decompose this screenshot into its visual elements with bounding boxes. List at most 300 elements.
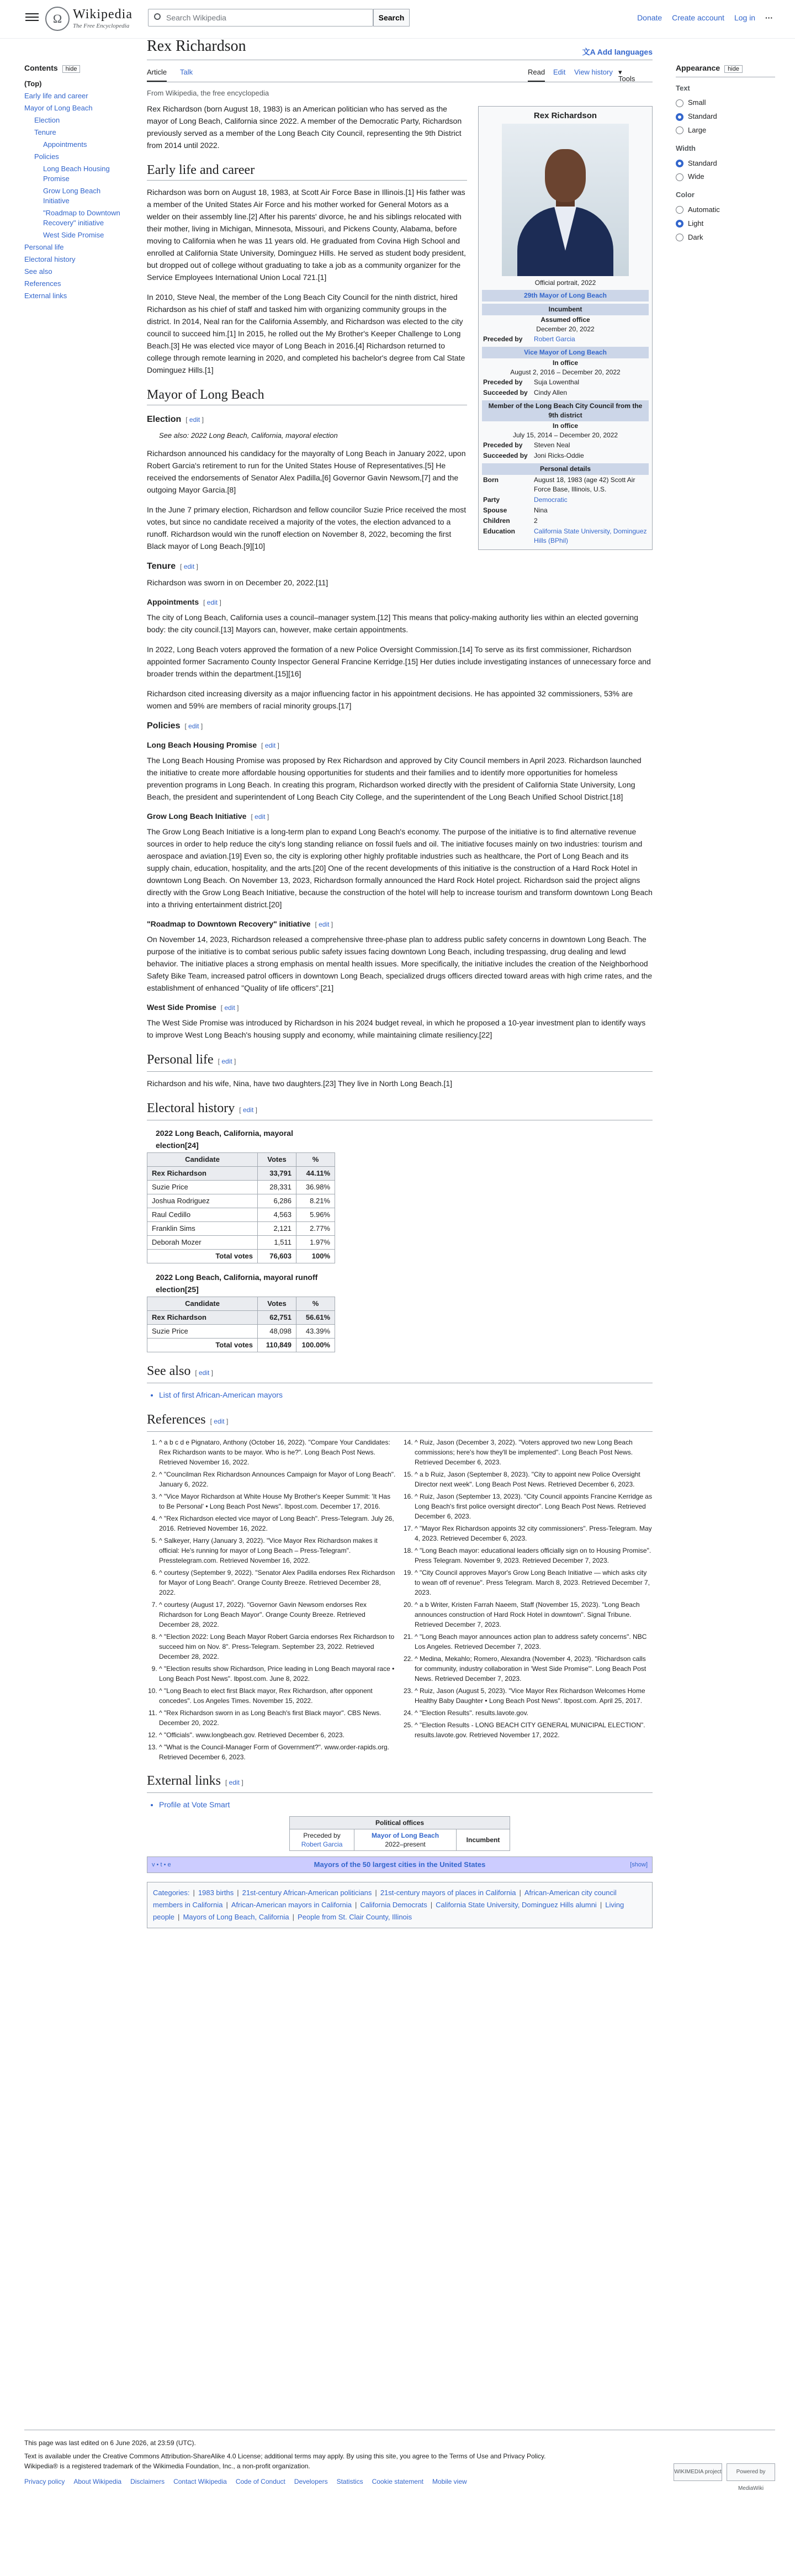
portrait-image[interactable] — [502, 124, 629, 276]
section-heading-mayor — [147, 386, 467, 405]
election-table-primary — [147, 1126, 335, 1263]
color-label: Color — [676, 191, 695, 199]
radio-icon — [676, 173, 683, 181]
section-heading-early-life — [147, 161, 467, 181]
paragraph: The city of Long Beach, California uses a council–manager system.[12] This means that policy-making authority lies within an elected governing body: the city council.[13] Mayors can, however, make certain appointments. — [147, 612, 638, 634]
infobox-row — [482, 440, 649, 451]
row-key: Succeeded by — [483, 389, 528, 396]
paragraph: Richardson was sworn in on December 20, 2022.[11] — [147, 578, 328, 587]
personal-details-band: Personal details — [482, 463, 649, 475]
succession-box — [289, 1816, 510, 1851]
wikimedia-badge[interactable]: WIKIMEDIA project — [674, 2463, 722, 2481]
radio-option[interactable] — [676, 124, 775, 137]
add-languages-button[interactable]: 文A Add languages — [582, 47, 653, 56]
reference-item: 18. ^ "Long Beach mayor: educational leaders officially sign on to Housing Promise". Press Telegram. November 9, 2023. Retrieved December 7, 2023. — [415, 1546, 653, 1565]
page-title-text: Rex Richardson — [147, 38, 246, 55]
navbox-show-button[interactable]: [show] — [630, 1861, 648, 1868]
reference-item: 14. ^ Ruiz, Jason (December 3, 2022). "Voters approved two new Long Beach commissions; here's how they'll be implemented". Long Beach Post News. Retrieved December 6, 2023. — [415, 1437, 653, 1467]
category-separator: | — [355, 1900, 357, 1909]
tab-edit[interactable]: Edit — [553, 68, 566, 76]
reference-item: 7. ^ courtesy (August 17, 2022). "Governor Gavin Newsom endorses Rex Richardson for Long Beach Mayor". Orange County Breeze. Retrieved December 28, 2022. — [159, 1600, 397, 1630]
toc-title-text: Contents — [24, 64, 58, 72]
edit-section-link[interactable]: [ edit ] — [261, 741, 279, 749]
appearance-panel — [676, 62, 775, 244]
wikipedia-wordmark[interactable] — [73, 7, 132, 30]
reference-item: 5. ^ Salkeyer, Harry (January 3, 2022). "Vice Mayor Rex Richardson makes it official: He's running for mayor of Long Beach – Press-Telegram". Presstelegram.com. Retrieved November 16, 2022. — [159, 1536, 397, 1565]
table-row — [147, 1180, 335, 1194]
table-cell: 2.77% — [296, 1221, 335, 1235]
radio-icon — [676, 113, 683, 121]
footer-link[interactable]: Code of Conduct — [235, 2478, 285, 2485]
show-label: show — [632, 1861, 646, 1868]
add-languages-label: Add languages — [597, 47, 653, 56]
section-heading-appointments — [147, 596, 653, 608]
category-link[interactable]: California Democrats — [360, 1900, 427, 1909]
category-link[interactable]: African-American mayors in California — [231, 1900, 352, 1909]
table-row — [147, 1194, 335, 1208]
table-cell: 43.39% — [296, 1324, 335, 1338]
main-content — [147, 35, 653, 1928]
paragraph: In 2022, Long Beach voters approved the formation of a new Police Oversight Commission.[14] To serve as its first commissioner, Richardson appointed former Sacramento County Inspector General Francine Kerridge.[15] Her duties include investigating instances of unnecessary force and broader trends within the department.[15][16] — [147, 644, 651, 678]
reference-item: 25. ^ "Election Results - LONG BEACH CITY GENERAL MUNICIPAL ELECTION". results.lavote.gov. Retrieved November 17, 2022. — [415, 1720, 653, 1740]
list-item[interactable]: • Profile at Vote Smart — [159, 1799, 653, 1811]
heading-text: "Roadmap to Downtown Recovery" initiative — [147, 919, 311, 928]
category-separator: | — [375, 1888, 377, 1897]
table-cell: 48,098 — [258, 1324, 296, 1338]
section-heading-external-links — [147, 1772, 653, 1793]
portrait-caption: Official portrait, 2022 — [534, 279, 596, 287]
toc-item[interactable]: Early life and career — [24, 91, 88, 100]
radio-option[interactable] — [676, 110, 775, 124]
infobox-row — [482, 526, 649, 546]
reference-item: 20. ^ a b Writer, Kristen Farrah Naeem, Staff (November 15, 2023). "Long Beach announces construction of Hard Rock Hotel in downtown". Signal Tribune. Retrieved December 7, 2023. — [415, 1600, 653, 1630]
toc-item[interactable]: Election — [34, 115, 60, 124]
paragraph: In 2010, Steve Neal, the member of the Long Beach City Council for the ninth district, hired Richardson as his chief of staff and tasked him with organizing community groups in the district. In 2014, Neal ran for the California Assembly, and Richardson was elected to the city council to succeed him.[1] In 2015, he rolled out the My Brother's Keeper Challenge to Long Beach.[3] He was elected vice mayor of Long Beach in 2016.[4] Richardson returned to college through remote learning in 2020, and completed his bachelor's degree from Cal State Dominguez Hills.[1] — [147, 292, 465, 374]
radio-label: Standard — [688, 158, 717, 167]
reference-item: 9. ^ "Election results show Richardson, Price leading in Long Beach mayoral race • Long Beach Post News". lbpost.com. June 8, 2022. — [159, 1664, 397, 1684]
infobox-row — [482, 475, 649, 495]
heading-text: See also — [147, 1363, 191, 1378]
office-band[interactable]: Vice Mayor of Long Beach — [482, 347, 649, 358]
heading-text: Mayor of Long Beach — [147, 387, 264, 402]
infobox-row — [482, 334, 649, 345]
radio-option[interactable] — [676, 96, 775, 110]
heading-text: External links — [147, 1773, 221, 1788]
paragraph: Richardson cited increasing diversity as a major influencing factor in his appointment decisions. He has appointed 32 commissioners, 53% are women and 59% are members of racial minority groups.[17] — [147, 689, 633, 710]
footer-link[interactable]: Developers — [294, 2478, 328, 2485]
office-years: 2022–present — [385, 1840, 426, 1848]
category-separator: | — [178, 1912, 180, 1921]
edit-label: edit — [229, 1778, 240, 1786]
table-cell: 2,121 — [258, 1221, 296, 1235]
table-caption: 2022 Long Beach, California, mayoral runoff election[25] — [156, 1272, 318, 1294]
table-cell: Rex Richardson — [147, 1310, 258, 1324]
toc-item[interactable]: External links — [24, 291, 67, 300]
column-header: Votes — [258, 1152, 296, 1166]
footer-link[interactable]: Contact Wikipedia — [173, 2478, 227, 2485]
toc-list — [24, 78, 124, 302]
edit-section-link[interactable]: [ edit ] — [218, 1057, 236, 1065]
toc-hide-button[interactable]: hide — [62, 65, 81, 73]
category-link[interactable]: People from St. Clair County, Illinois — [298, 1912, 412, 1921]
section-heading-housing — [147, 739, 653, 751]
infobox-row — [482, 495, 649, 505]
section-heading-west-side — [147, 1002, 653, 1013]
succession-incumbent — [457, 1829, 510, 1850]
reference-item: 21. ^ "Long Beach mayor announces action plan to address safety concerns". NBC Los Angeles. Retrieved December 7, 2023. — [415, 1632, 653, 1652]
log-in-link[interactable]: Log in — [734, 13, 756, 22]
external-links-list — [147, 1799, 653, 1811]
row-key: Spouse — [483, 506, 507, 514]
edit-label: edit — [188, 722, 199, 730]
edit-section-link[interactable]: [ edit ] — [195, 1368, 214, 1377]
office-band[interactable]: Member of the Long Beach City Council from the 9th district — [482, 400, 649, 421]
reference-item: 16. ^ Ruiz, Jason (September 13, 2023). "City Council appoints Francine Kerridge as Long Beach's first police oversight director". Long Beach Post News. Retrieved December 6, 2023. — [415, 1491, 653, 1521]
election-table-runoff — [147, 1270, 335, 1352]
heading-text: Appointments — [147, 597, 199, 606]
donate-link[interactable]: Donate — [637, 13, 662, 22]
category-separator: | — [193, 1888, 195, 1897]
radio-icon — [676, 234, 683, 241]
table-cell: Total votes — [147, 1338, 258, 1352]
search-input[interactable] — [148, 9, 373, 27]
reference-item: 2. ^ "Councilman Rex Richardson Announces Campaign for Mayor of Long Beach". January 6, 2022. — [159, 1469, 397, 1489]
tab-tools[interactable]: Tools ▾ — [618, 67, 622, 78]
toc-item[interactable]: Tenure — [34, 128, 56, 136]
edit-label: edit — [242, 1105, 254, 1114]
heading-text: Policies — [147, 721, 181, 731]
radio-option[interactable] — [676, 217, 775, 231]
row-key: Preceded by — [483, 335, 523, 343]
reference-item: 23. ^ Ruiz, Jason (August 5, 2023). "Vice Mayor Rex Richardson Welcomes Home Healthy Baby Daughter • Long Beach Post News". lbpost.com. April 25, 2017. — [415, 1686, 653, 1706]
paragraph: Richardson and his wife, Nina, have two daughters.[23] They live in North Long Beach.[1] — [147, 1078, 453, 1088]
footer-link[interactable]: Statistics — [336, 2478, 363, 2485]
row-value: Joni Ricks-Oddie — [534, 452, 584, 459]
category-separator: | — [430, 1900, 433, 1909]
reference-item: 15. ^ a b Ruiz, Jason (September 8, 2023). "City to appoint new Police Oversight Director next week". Long Beach Post News. Retrieved December 6, 2023. — [415, 1469, 653, 1489]
radio-label: Dark — [688, 232, 703, 241]
paragraph: The West Side Promise was introduced by Richardson in his 2024 budget reveal, in which he proposed a 10-year investment plan to identify ways to improve West Long Beach's housing supply and economy, while maintaining climate resiliency.[22] — [147, 1018, 646, 1039]
categories-label[interactable]: Categories: — [153, 1888, 190, 1897]
edit-label: edit — [183, 562, 195, 570]
category-separator: | — [226, 1900, 228, 1909]
text-size-label: Text — [676, 83, 690, 92]
edit-label: edit — [198, 1368, 210, 1377]
incumbent-band: Incumbent — [482, 304, 649, 315]
table-header-row — [147, 1152, 335, 1166]
infobox-row — [482, 516, 649, 526]
row-value: Steven Neal — [534, 441, 570, 449]
table-cell: 100.00% — [296, 1338, 335, 1352]
table-caption: 2022 Long Beach, California, mayoral election[24] — [156, 1128, 293, 1150]
list-item[interactable]: • List of first African-American mayors — [159, 1389, 653, 1401]
footer-link[interactable]: Privacy policy — [24, 2478, 65, 2485]
category-link[interactable]: African-American city council members in California — [153, 1888, 617, 1909]
heading-text: Election — [147, 414, 182, 424]
lead-paragraph: Rex Richardson (born August 18, 1983) is an American politician who has served as the mayor of Long Beach, California since 2022. A member of the Democratic Party, Richardson previously served as a member of the Long Beach City Council, representing the 9th District from 2014 until 2022. — [147, 104, 462, 150]
heading-text: Grow Long Beach Initiative — [147, 811, 247, 821]
toc-item[interactable]: Mayor of Long Beach — [24, 103, 93, 112]
brand-word: Wikipedia — [73, 7, 132, 22]
table-cell: 33,791 — [258, 1166, 296, 1180]
vte-links[interactable]: v • t • e — [152, 1861, 171, 1868]
reference-item: 19. ^ "City Council approves Mayor's Grow Long Beach Initiative — which asks city to wean off of revenue". Press Telegram. March 8, 2023. Retrieved December 7, 2023. — [415, 1568, 653, 1598]
edit-section-link[interactable]: [ edit ] — [180, 562, 198, 570]
wikipedia-globe-icon[interactable]: Ω — [45, 7, 70, 31]
table-cell: 1.97% — [296, 1235, 335, 1249]
table-cell: 44.11% — [296, 1166, 335, 1180]
hatnote: See also: 2022 Long Beach, California, mayoral election — [159, 431, 338, 440]
table-cell: Suzie Price — [147, 1180, 258, 1194]
succession-header: Political offices — [290, 1816, 510, 1829]
table-cell: 8.21% — [296, 1194, 335, 1208]
footer-link[interactable]: Disclaimers — [130, 2478, 165, 2485]
footer-link[interactable]: About Wikipedia — [73, 2478, 122, 2485]
appearance-header — [676, 62, 775, 77]
category-link[interactable]: Mayors of Long Beach, California — [183, 1912, 289, 1921]
term-dates: July 15, 2014 – December 20, 2022 — [512, 431, 618, 439]
edit-label: edit — [189, 415, 200, 424]
text-size-options — [676, 96, 775, 137]
row-value: Cindy Allen — [534, 389, 568, 396]
edit-section-link[interactable]: [ edit ] — [186, 415, 204, 424]
toc-item[interactable]: See also — [24, 267, 52, 276]
main-menu-icon[interactable] — [25, 11, 39, 24]
toc-item[interactable]: Appointments — [43, 140, 87, 149]
table-cell: Joshua Rodriguez — [147, 1194, 258, 1208]
edit-label: edit — [206, 598, 218, 606]
category-links — [147, 1882, 653, 1928]
row-key: Party — [483, 496, 500, 504]
appearance-hide-button[interactable]: hide — [724, 65, 743, 73]
term-dates: August 2, 2016 – December 20, 2022 — [510, 368, 621, 376]
toc-item[interactable]: Grow Long Beach Initiative — [43, 186, 101, 205]
navbox-title[interactable]: Mayors of the 50 largest cities in the United States — [314, 1860, 486, 1869]
table-row — [147, 1235, 335, 1249]
license-text: Text is available under the Creative Commons Attribution-ShareAlike 4.0 License; additional terms may apply. By using this site, you agree to the Terms of Use and Privacy Policy. Wikipedia® is a registered trademark of the Wikimedia Foundation, Inc., a non-profit organization. — [24, 2452, 546, 2470]
succession-preceded — [290, 1829, 354, 1850]
table-cell: Raul Cedillo — [147, 1208, 258, 1221]
mediawiki-badge[interactable]: Powered by MediaWiki — [727, 2463, 775, 2481]
table-cell: 62,751 — [258, 1310, 296, 1324]
toc-item[interactable]: "Roadmap to Downtown Recovery" initiative — [43, 208, 120, 227]
column-header: % — [296, 1152, 335, 1166]
section-heading-policies — [147, 720, 653, 733]
search-button[interactable]: Search — [373, 9, 410, 27]
office-link[interactable]: Mayor of Long Beach — [372, 1831, 439, 1839]
table-row — [147, 1310, 335, 1324]
edit-section-link[interactable]: [ edit ] — [239, 1105, 257, 1114]
footer-link[interactable]: Mobile view — [432, 2478, 467, 2485]
tab-article[interactable]: Article — [147, 67, 167, 82]
toc-item[interactable]: West Side Promise — [43, 230, 104, 239]
radio-label: Light — [688, 219, 704, 228]
category-separator: | — [237, 1888, 239, 1897]
section-heading-references — [147, 1411, 653, 1432]
table-cell: Rex Richardson — [147, 1166, 258, 1180]
heading-text: Personal life — [147, 1052, 214, 1067]
site-subtitle: From Wikipedia, the free encyclopedia — [147, 89, 269, 97]
heading-text: Long Beach Housing Promise — [147, 740, 257, 749]
personal-tools — [629, 12, 773, 24]
row-key: Born — [483, 476, 499, 484]
footer-links — [24, 2477, 775, 2487]
tab-view-history[interactable]: View history — [574, 68, 613, 76]
infobox-row — [482, 505, 649, 516]
navbox-mayors — [147, 1856, 653, 1873]
last-edited: This page was last edited on 6 June 2026, at 23:59 (UTC). — [24, 2439, 196, 2447]
toc-item[interactable]: References — [24, 279, 61, 288]
page-footer — [24, 2430, 775, 2492]
radio-option[interactable] — [676, 231, 775, 245]
edit-section-link[interactable]: [ edit ] — [210, 1417, 229, 1425]
reference-item: 24. ^ "Election Results". results.lavote.gov. — [415, 1708, 653, 1718]
tab-read[interactable]: Read — [528, 67, 545, 82]
infobox — [478, 106, 653, 550]
table-cell: 6,286 — [258, 1194, 296, 1208]
category-separator: | — [600, 1900, 602, 1909]
infobox-row — [482, 377, 649, 388]
table-total-row — [147, 1249, 335, 1263]
brand-tagline: The Free Encyclopedia — [73, 23, 130, 29]
toc-item[interactable]: Long Beach Housing Promise — [43, 164, 110, 183]
search-icon — [154, 13, 161, 20]
heading-text: Tenure — [147, 561, 176, 571]
radio-option[interactable] — [676, 170, 775, 184]
table-cell: 1,511 — [258, 1235, 296, 1249]
radio-icon — [676, 206, 683, 214]
table-row — [147, 1221, 335, 1235]
edit-section-link[interactable]: [ edit ] — [220, 1003, 239, 1012]
incumbent-label: Incumbent — [466, 1836, 500, 1844]
color-options — [676, 203, 775, 244]
section-heading-tenure — [147, 560, 653, 573]
paragraph: The Grow Long Beach Initiative is a long-term plan to expand Long Beach's economy. The purpose of the initiative is to find alternative revenue sources in order to help reduce the city's long standing reliance on fossil fuels and oil. The initiative focuses mainly on two industries: tourism and aerospace and aviation.[19] Even so, the city is exploring other highly profitable industries such as healthcare, the Port of Long Beach and its supply chain, education, hospitality, and the arts.[20] One of the recent developments of this initiative is the construction of a Hard Rock Hotel in downtown Long Beach. On November 13, 2023, Richardson formally announced the Hard Rock Hotel project. Richardson said the project aligns directly with the Grow Long Beach Initiative, because the construction of the hotel will help to increase tourism and transform downtown Long Beach into a thriving entertainment district.[20] — [147, 827, 653, 909]
radio-option[interactable] — [676, 203, 775, 217]
radio-label: Wide — [688, 172, 704, 181]
more-options-icon[interactable]: ··· — [765, 13, 773, 22]
edit-label: edit — [214, 1417, 225, 1425]
reference-item: 11. ^ "Rex Richardson sworn in as Long Beach's first Black mayor". CBS News. December 20, 2022. — [159, 1708, 397, 1728]
table-cell: Total votes — [147, 1249, 258, 1263]
in-office-label: In office — [552, 422, 578, 430]
reference-list — [147, 1437, 653, 1762]
toc-title — [24, 62, 124, 75]
toc-item[interactable]: Personal life — [24, 242, 64, 251]
edit-section-link[interactable]: [ edit ] — [203, 598, 221, 606]
site-header — [0, 0, 795, 39]
create-account-link[interactable]: Create account — [672, 13, 725, 22]
heading-text: Electoral history — [147, 1101, 235, 1115]
table-cell: 36.98% — [296, 1180, 335, 1194]
column-header: Votes — [258, 1297, 296, 1310]
appearance-title: Appearance — [676, 64, 720, 72]
row-value[interactable]: California State University, Dominguez Hills (BPhil) — [534, 527, 647, 544]
edit-label: edit — [319, 920, 330, 928]
navbox-header — [147, 1857, 652, 1873]
row-value[interactable]: Robert Garcia — [534, 335, 575, 343]
edit-section-link[interactable]: [ edit ] — [315, 920, 333, 928]
category-link[interactable]: 1983 births — [198, 1888, 234, 1897]
paragraph: On November 14, 2023, Richardson released a comprehensive three-phase plan to address public safety concerns in downtown Long Beach. The purpose of the initiative is to combat serious public safety issues facing downtown Long Beach, including trespassing, drug dealing and lewd behavior. The initiative places a strong emphasis on mental health issues. More specifically, the initiative includes the creation of the Neighborhood Safety Bike Team, increased patrol officers in downtown Long Beach, specialized drugs officers directed toward areas with high crime rates, and the establishment of enhanced "Quality of life officers".[21] — [147, 934, 653, 992]
reference-item: 13. ^ "What is the Council-Manager Form of Government?". www.order-rapids.org. Retrieved December 6, 2023. — [159, 1742, 397, 1762]
tab-talk[interactable]: Talk — [180, 68, 193, 76]
edit-label: edit — [221, 1057, 232, 1065]
page-tabs — [147, 60, 653, 82]
paragraph: Richardson announced his candidacy for the mayoralty of Long Beach in January 2022, upon Robert Garcia's retirement to run for the United States House of Representatives.[5] He received the endorsements of Senator Alex Padilla,[6] Governor Gavin Newsom,[7] and the outgoing Mayor Garcia.[8] — [147, 448, 466, 494]
edit-label: edit — [224, 1003, 235, 1012]
page-title — [147, 35, 653, 60]
office-band[interactable]: 29th Mayor of Long Beach — [482, 290, 649, 301]
category-link[interactable]: Living people — [153, 1900, 624, 1921]
table-total-row — [147, 1338, 335, 1352]
footer-link[interactable]: Cookie statement — [372, 2478, 423, 2485]
footer-badges — [674, 2463, 775, 2492]
category-link[interactable]: 21st-century African-American politicians — [242, 1888, 372, 1897]
table-cell: 4,563 — [258, 1208, 296, 1221]
preceded-link[interactable]: Robert Garcia — [301, 1840, 343, 1848]
row-key: Preceded by — [483, 441, 523, 449]
edit-section-link[interactable]: [ edit ] — [251, 812, 269, 821]
edit-section-link[interactable]: [ edit ] — [225, 1778, 243, 1786]
search-placeholder: Search Wikipedia — [166, 13, 226, 22]
column-header: Candidate — [147, 1297, 258, 1310]
width-options — [676, 157, 775, 184]
row-value[interactable]: Democratic — [534, 496, 568, 504]
table-cell: 100% — [296, 1249, 335, 1263]
in-office-label: In office — [552, 359, 578, 367]
row-key: Preceded by — [483, 378, 523, 386]
reference-item: 6. ^ courtesy (September 9, 2022). "Senator Alex Padilla endorses Rex Richardson for Mayor of Long Beach". Orange County Breeze. Retrieved December 28, 2022. — [159, 1568, 397, 1598]
category-link[interactable]: California State University, Dominguez Hills alumni — [436, 1900, 597, 1909]
table-cell: 110,849 — [258, 1338, 296, 1352]
heading-text: West Side Promise — [147, 1002, 216, 1012]
table-row — [147, 1324, 335, 1338]
row-key: Children — [483, 517, 510, 525]
column-header: % — [296, 1297, 335, 1310]
reference-item: 8. ^ "Election 2022: Long Beach Mayor Robert Garcia endorses Rex Richardson to succeed him on Nov. 8". Press-Telegram. September 23, 2022. Retrieved December 28, 2022. — [159, 1632, 397, 1662]
edit-section-link[interactable]: [ edit ] — [184, 722, 203, 730]
table-cell: Deborah Mozer — [147, 1235, 258, 1249]
radio-option[interactable] — [676, 157, 775, 171]
row-key: Succeeded by — [483, 452, 528, 459]
infobox-row — [482, 388, 649, 398]
toc-item[interactable]: Policies — [34, 152, 59, 161]
edit-label: edit — [255, 812, 266, 821]
toc-item[interactable]: (Top) — [24, 79, 42, 88]
table-of-contents — [24, 62, 124, 302]
category-separator: | — [292, 1912, 295, 1921]
row-value: Nina — [534, 506, 548, 514]
edit-label: edit — [264, 741, 276, 749]
table-cell: Suzie Price — [147, 1324, 258, 1338]
radio-icon — [676, 126, 683, 134]
infobox-name: Rex Richardson — [533, 111, 597, 120]
row-value: Suja Lowenthal — [534, 378, 580, 386]
section-heading-roadmap — [147, 918, 653, 930]
width-label: Width — [676, 144, 696, 152]
category-link[interactable]: 21st-century mayors of places in California — [380, 1888, 516, 1897]
toc-item[interactable]: Electoral history — [24, 255, 76, 263]
infobox-row — [482, 451, 649, 461]
reference-item: 10. ^ "Long Beach to elect first Black mayor, Rex Richardson, after opponent concedes". Los Angeles Times. November 15, 2022. — [159, 1686, 397, 1706]
table-cell: 28,331 — [258, 1180, 296, 1194]
reference-item: 22. ^ Medina, Mekahlo; Romero, Alexandra (November 4, 2023). "Richardson calls for community, industry collaboration in 'West Side Promise'". Long Beach Post News. Retrieved December 7, 2023. — [415, 1654, 653, 1684]
succession-office — [354, 1829, 457, 1850]
tools-label: Tools — [618, 75, 635, 83]
table-cell: 76,603 — [258, 1249, 296, 1263]
assumed-office-label: Assumed office — [540, 316, 590, 324]
